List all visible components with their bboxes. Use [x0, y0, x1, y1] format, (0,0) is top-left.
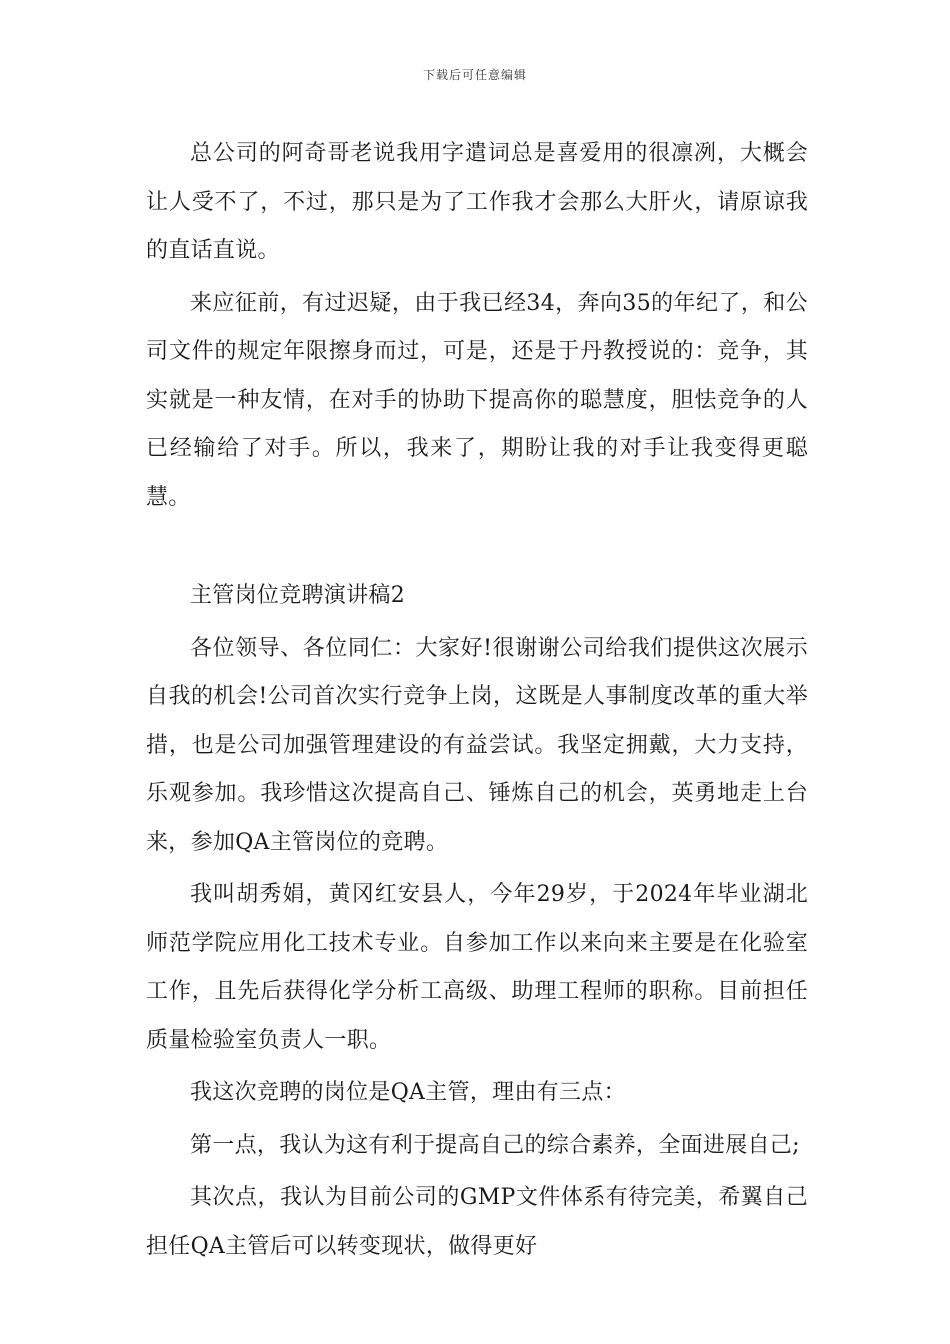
paragraph: 其次点，我认为目前公司的GMP文件体系有待完美，希翼自己担任QA主管后可以转变现状，做得更好: [146, 1185, 808, 1259]
paragraph: 总公司的阿奇哥老说我用字遣词总是喜爱用的很凛冽，大概会让人受不了，不过，那只是为了工作我才会那么大肝火，请原谅我的直话直说。: [146, 141, 808, 263]
section-gap: [146, 522, 808, 572]
section-title: 主管岗位竞聘演讲稿2: [190, 583, 405, 608]
page-header: 下载后可任意编辑: [422, 68, 527, 82]
paragraph: 来应征前，有过迟疑，由于我已经34，奔向35的年纪了，和公司文件的规定年限擦身而过，可是，还是于丹教授说的：竞争，其实就是一种友情，在对手的协助下提高你的聪慧度，胆怯竞争的人已经输给了对手。所以，我来了，期盼让我的对手让我变得更聪慧。: [146, 290, 808, 510]
paragraph: 我这次竞聘的岗位是QA主管，理由有三点：: [190, 1080, 626, 1105]
paragraph: 各位领导、各位同仁：大家好!很谢谢公司给我们提供这次展示自我的机会!公司首次实行竞争上岗，这既是人事制度改革的重大举措，也是公司加强管理建设的有益尝试。我坚定拥戴，大力支持，乐观参加。我珍惜这次提高自己、锤炼自己的机会，英勇地走上台来，参加QA主管岗位的竞聘。: [146, 635, 808, 855]
paragraph: 我叫胡秀娟，黄冈红安县人，今年29岁，于2024年毕业湖北师范学院应用化工技术专业。自参加工作以来向来主要是在化验室工作，且先后获得化学分析工高级、助理工程师的职称。目前担任质量检验室负责人一职。: [146, 882, 808, 1053]
document-body: [146, 130, 808, 1271]
paragraph: 第一点，我认为这有利于提高自己的综合素养，全面进展自己;: [190, 1132, 800, 1158]
